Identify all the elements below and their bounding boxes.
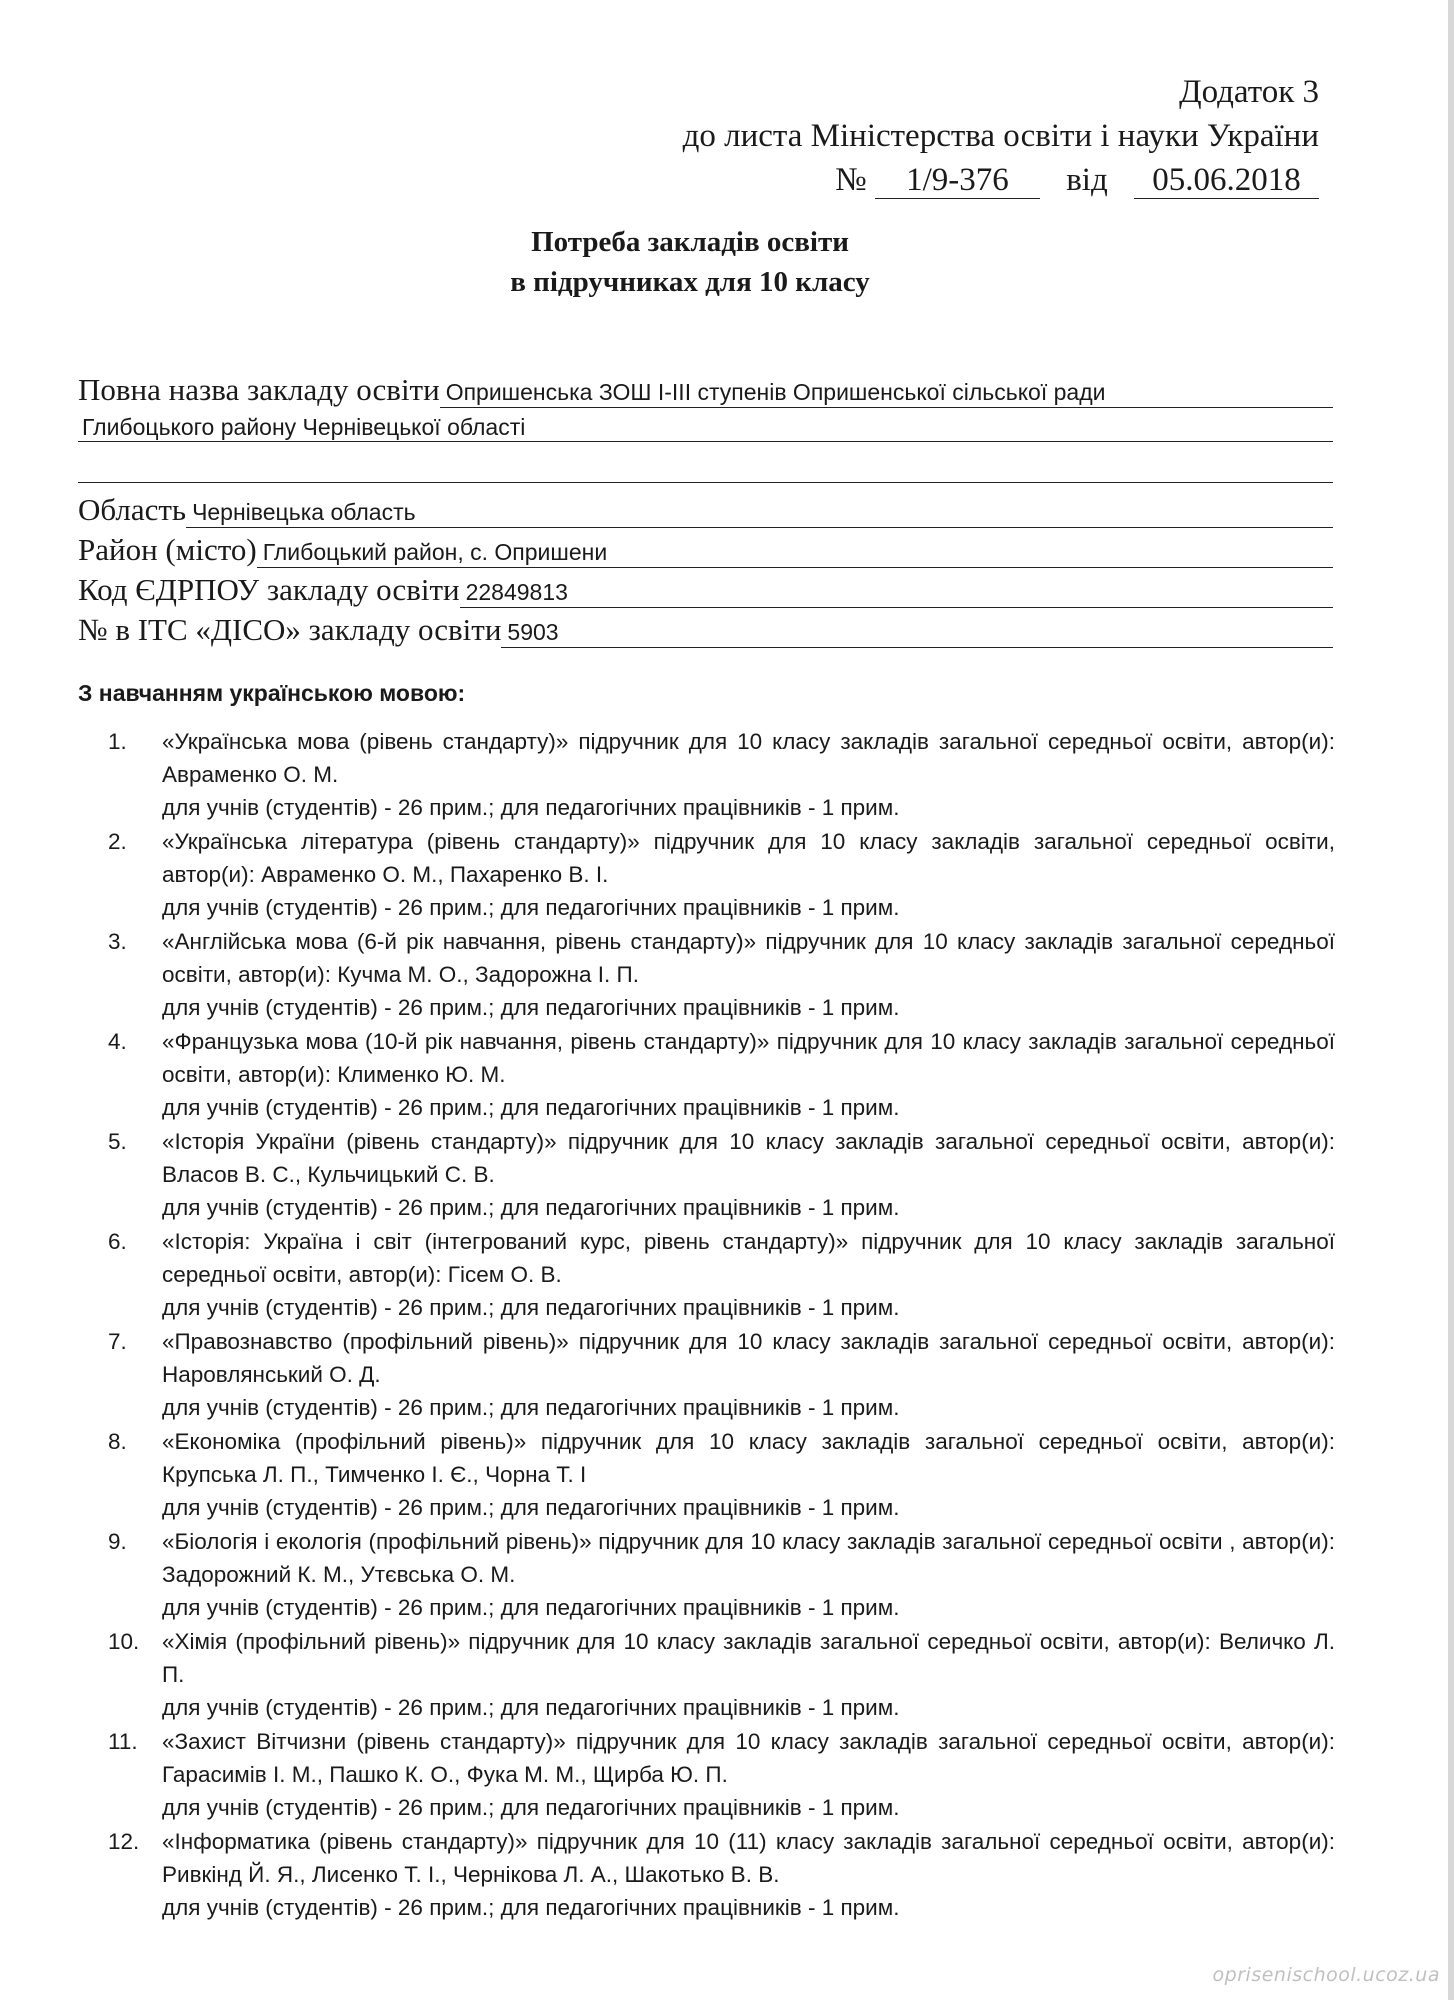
edrpou-field bbox=[78, 568, 1333, 608]
institution-field bbox=[78, 368, 1333, 408]
item-quantity-note: для учнів (студентів) - 26 прим.; для педагогічних працівників - 1 прим. bbox=[162, 1395, 900, 1420]
district-label: Район (місто) bbox=[78, 532, 257, 567]
diso-label: № в ІТС «ДІСО» закладу освіти bbox=[78, 612, 502, 647]
list-item bbox=[90, 1625, 1335, 1724]
letter-date: 05.06.2018 bbox=[1134, 162, 1319, 199]
item-description: «Економіка (профільний рівень)» підручник для 10 класу закладів загальної середньої освіти, автор(и): Крупська Л. П., Тимченко І. Є., Чорна Т. І bbox=[162, 1429, 1335, 1487]
list-item bbox=[90, 1825, 1335, 1924]
item-description: «Захист Вітчизни (рівень стандарту)» підручник для 10 класу закладів загальної середньої освіти, автор(и): Гарасимів І. М., Пашко К. О., Фука М. М., Щирба Ю. П. bbox=[162, 1729, 1335, 1787]
district-field bbox=[78, 528, 1333, 568]
document-title bbox=[0, 222, 1380, 302]
institution-value-line-2: Глибоцького району Чернівецької області bbox=[78, 412, 1333, 442]
item-description: «Історія України (рівень стандарту)» підручник для 10 класу закладів загальної середньої освіти, автор(и): Власов В. С., Кульчицький С. В. bbox=[162, 1129, 1335, 1187]
section-title: З навчанням українською мовою: bbox=[78, 680, 466, 706]
item-number: 9. bbox=[108, 1529, 127, 1554]
list-item bbox=[90, 1225, 1335, 1324]
item-quantity-note: для учнів (студентів) - 26 прим.; для педагогічних працівників - 1 прим. bbox=[162, 1895, 900, 1920]
institution-value-line-3 bbox=[78, 453, 1333, 483]
item-quantity-note: для учнів (студентів) - 26 прим.; для педагогічних працівників - 1 прим. bbox=[162, 1795, 900, 1820]
item-number: 4. bbox=[108, 1029, 127, 1054]
title-line-2: в підручниках для 10 класу bbox=[510, 266, 870, 298]
item-quantity-note: для учнів (студентів) - 26 прим.; для педагогічних працівників - 1 прим. bbox=[162, 995, 900, 1020]
institution-label: Повна назва закладу освіти bbox=[78, 372, 440, 407]
number-sign: № bbox=[835, 162, 867, 198]
diso-field bbox=[78, 608, 1333, 648]
item-description: «Французька мова (10-й рік навчання, рівень стандарту)» підручник для 10 класу закладів загальної середньої освіти, автор(и): Клименко Ю. М. bbox=[162, 1029, 1335, 1087]
item-body bbox=[162, 1025, 1335, 1124]
item-number: 10. bbox=[108, 1629, 140, 1654]
list-item bbox=[90, 925, 1335, 1024]
item-quantity-note: для учнів (студентів) - 26 прим.; для педагогічних працівників - 1 прим. bbox=[162, 1295, 900, 1320]
item-body bbox=[162, 1225, 1335, 1324]
item-body bbox=[162, 925, 1335, 1024]
letter-number: 1/9-376 bbox=[875, 162, 1040, 199]
item-body bbox=[162, 1625, 1335, 1724]
item-body bbox=[162, 1425, 1335, 1524]
item-number: 5. bbox=[108, 1129, 127, 1154]
item-body bbox=[162, 825, 1335, 924]
item-number: 12. bbox=[108, 1829, 140, 1854]
item-quantity-note: для учнів (студентів) - 26 прим.; для педагогічних працівників - 1 прим. bbox=[162, 1695, 900, 1720]
title-line-1: Потреба закладів освіти bbox=[531, 226, 849, 258]
region-label: Область bbox=[78, 492, 187, 527]
site-watermark: oprisenischool.ucoz.ua bbox=[1212, 1964, 1440, 1986]
item-quantity-note: для учнів (студентів) - 26 прим.; для педагогічних працівників - 1 прим. bbox=[162, 795, 900, 820]
list-item bbox=[90, 825, 1335, 924]
annex-header bbox=[683, 70, 1319, 202]
item-quantity-note: для учнів (студентів) - 26 прим.; для педагогічних працівників - 1 прим. bbox=[162, 1495, 900, 1520]
list-item bbox=[90, 1525, 1335, 1624]
item-number: 3. bbox=[108, 929, 127, 954]
item-body bbox=[162, 1325, 1335, 1424]
item-description: «Інформатика (рівень стандарту)» підручник для 10 (11) класу закладів загальної середньої освіти, автор(и): Ривкінд Й. Я., Лисенко Т. І., Чернікова Л. А., Шакотько В. В. bbox=[162, 1829, 1335, 1887]
item-body bbox=[162, 725, 1335, 824]
list-item bbox=[90, 1425, 1335, 1524]
annex-number-line bbox=[683, 158, 1319, 202]
item-quantity-note: для учнів (студентів) - 26 прим.; для педагогічних працівників - 1 прим. bbox=[162, 1095, 900, 1120]
item-number: 11. bbox=[108, 1729, 138, 1754]
item-number: 2. bbox=[108, 829, 127, 854]
item-description: «Правознавство (профільний рівень)» підручник для 10 класу закладів загальної середньої освіти, автор(и): Наровлянський О. Д. bbox=[162, 1329, 1335, 1387]
region-field bbox=[78, 488, 1333, 528]
scan-edge bbox=[1448, 0, 1454, 2000]
date-word: від bbox=[1066, 162, 1108, 198]
item-body bbox=[162, 1125, 1335, 1224]
district-value: Глибоцький район, с. Опришени bbox=[257, 537, 1333, 568]
item-quantity-note: для учнів (студентів) - 26 прим.; для педагогічних працівників - 1 прим. bbox=[162, 1595, 900, 1620]
diso-value: 5903 bbox=[501, 617, 1333, 648]
textbook-list bbox=[90, 725, 1335, 1925]
annex-ministry-line: до листа Міністерства освіти і науки України bbox=[682, 118, 1319, 154]
item-number: 1. bbox=[108, 729, 127, 754]
item-description: «Українська мова (рівень стандарту)» підручник для 10 класу закладів загальної середньої освіти, автор(и): Авраменко О. М. bbox=[162, 729, 1335, 787]
item-number: 6. bbox=[108, 1229, 127, 1254]
item-body bbox=[162, 1825, 1335, 1924]
annex-title: Додаток 3 bbox=[1179, 74, 1319, 110]
item-body bbox=[162, 1525, 1335, 1624]
region-value: Чернівецька область bbox=[186, 497, 1333, 528]
edrpou-label: Код ЄДРПОУ закладу освіти bbox=[78, 572, 460, 607]
item-description: «Біологія і екологія (профільний рівень)» підручник для 10 класу закладів загальної середньої освіти , автор(и): Задорожний К. М., Утєвська О. М. bbox=[162, 1529, 1335, 1587]
edrpou-value: 22849813 bbox=[460, 577, 1333, 608]
institution-value: Опришенська ЗОШ I-III ступенів Опришенської сільської ради bbox=[440, 377, 1333, 408]
list-item bbox=[90, 1125, 1335, 1224]
item-body bbox=[162, 1725, 1335, 1824]
item-description: «Історія: Україна і світ (інтегрований курс, рівень стандарту)» підручник для 10 класу закладів загальної середньої освіти, автор(и): Гісем О. В. bbox=[162, 1229, 1335, 1287]
item-description: «Хімія (профільний рівень)» підручник для 10 класу закладів загальної середньої освіти, автор(и): Величко Л. П. bbox=[162, 1629, 1335, 1687]
item-number: 8. bbox=[108, 1429, 127, 1454]
item-description: «Українська література (рівень стандарту)» підручник для 10 класу закладів загальної середньої освіти, автор(и): Авраменко О. М., Пахаренко В. І. bbox=[162, 829, 1335, 887]
item-quantity-note: для учнів (студентів) - 26 прим.; для педагогічних працівників - 1 прим. bbox=[162, 1195, 900, 1220]
item-quantity-note: для учнів (студентів) - 26 прим.; для педагогічних працівників - 1 прим. bbox=[162, 895, 900, 920]
list-item bbox=[90, 1025, 1335, 1124]
list-item bbox=[90, 1725, 1335, 1824]
list-item bbox=[90, 725, 1335, 824]
list-item bbox=[90, 1325, 1335, 1424]
item-number: 7. bbox=[108, 1329, 127, 1354]
item-description: «Англійська мова (6-й рік навчання, рівень стандарту)» підручник для 10 класу закладів загальної середньої освіти, автор(и): Кучма М. О., Задорожна І. П. bbox=[162, 929, 1335, 987]
